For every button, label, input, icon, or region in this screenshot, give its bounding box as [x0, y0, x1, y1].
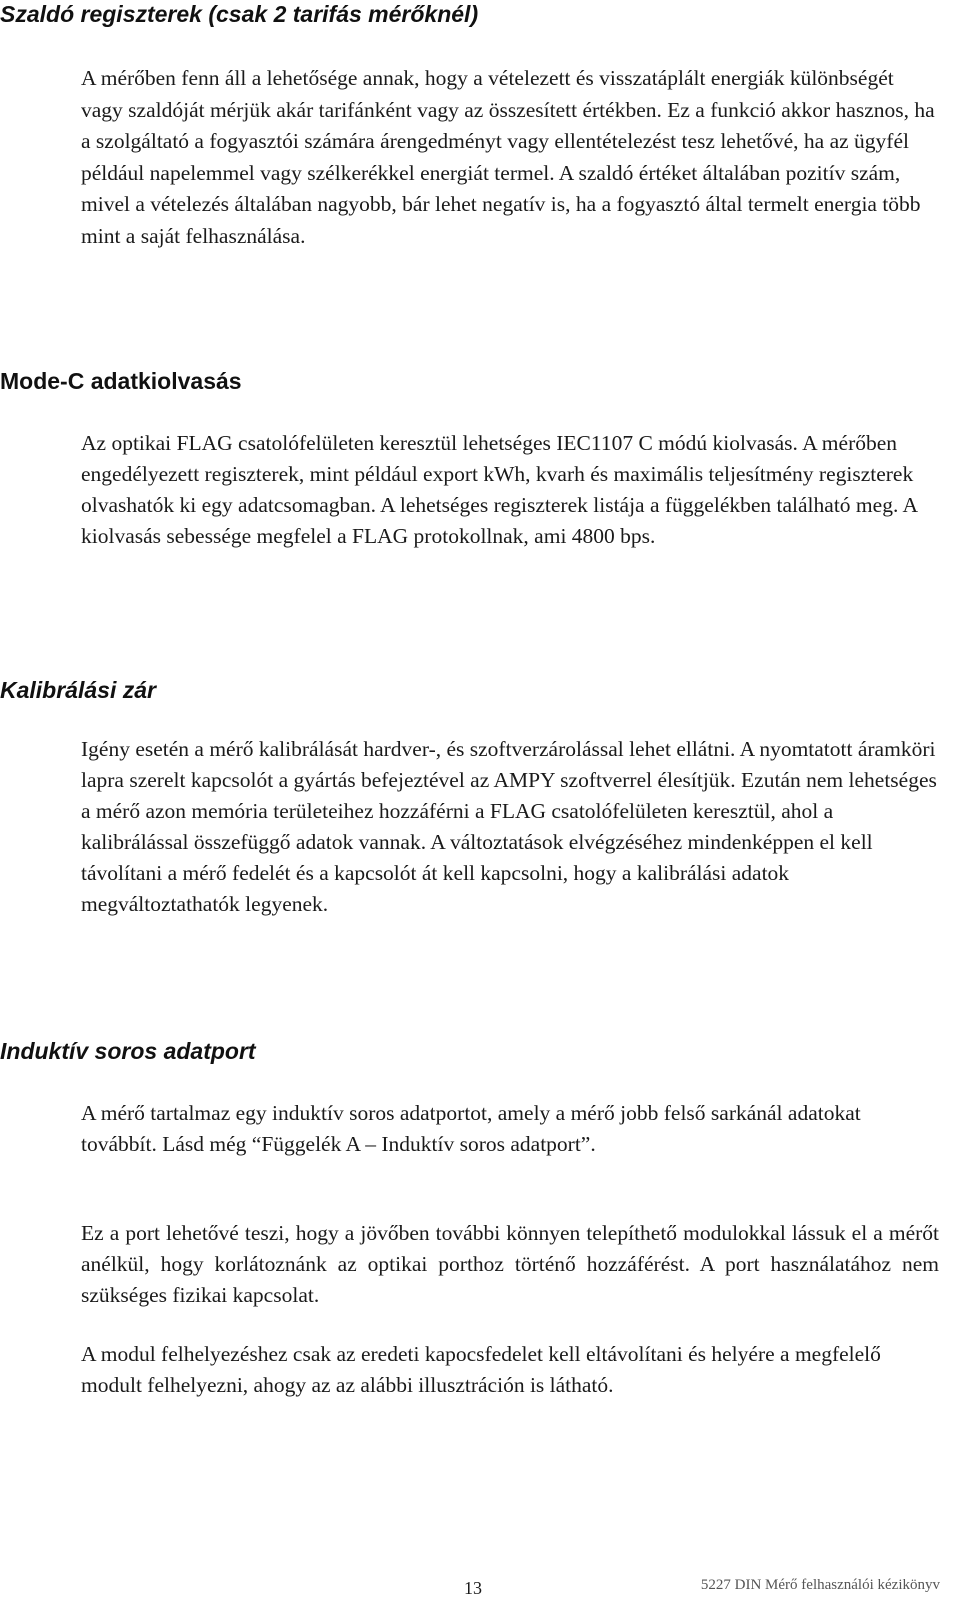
paragraph-induktiv-port-2: Ez a port lehetővé teszi, hogy a jövőben további könnyen telepíthető modulokkal lássuk el a mérőt anélkül, hogy korlátoznánk az optikai porthoz történő hozzáférést. A port használatához nem szükséges fizikai kapcsolat. [81, 1221, 939, 1307]
page-number: 13 [464, 1578, 482, 1598]
paragraph-induktiv-port-1: A mérő tartalmaz egy induktív soros adatportot, amely a mérő jobb felső sarkánál adatokat továbbít. Lásd még “Függelék A – Induktív soros adatport”. [81, 1101, 861, 1156]
paragraph-mode-c: Az optikai FLAG csatolófelületen keresztül lehetséges IEC1107 C módú kiolvasás. A mérőben engedélyezett regiszterek, mint például export kWh, kvarh és maximális teljesítmény regiszterek olvashatók ki egy adatcsomagban. A lehetséges regiszterek listája a függelékben található meg. A kiolvasás sebessége megfelel a FLAG protokollnak, ami 4800 bps. [81, 431, 917, 548]
section-heading-mode-c: Mode-C adatkiolvasás [0, 368, 242, 394]
paragraph-induktiv-port-3: A modul felhelyezéshez csak az eredeti kapocsfedelet kell eltávolítani és helyére a megfelelő modult felhelyezni, ahogy az az alábbi illusztráción is látható. [81, 1342, 881, 1397]
document-title: 5227 DIN Mérő felhasználói kézikönyv [700, 1577, 940, 1593]
section-heading-kalibralasi-zar: Kalibrálási zár [0, 677, 156, 703]
section-heading-szaldo: Szaldó regiszterek (csak 2 tarifás mérőknél) [0, 1, 479, 27]
paragraph-szaldo: A mérőben fenn áll a lehetősége annak, hogy a vételezett és visszatáplált energiák különbségét vagy szaldóját mérjük akár tarifánként vagy az összesített értékben. Ez a funkció akkor hasznos, ha a szolgáltató a fogyasztói számára árengedményt vagy ellentételezést tesz lehetővé, ha az ügyfél például napelemmel vagy szélkerékkel energiát termel. A szaldó értéket általában pozitív szám, mivel a vételezés általában nagyobb, bár lehet negatív is, ha a fogyasztó által termelt energia több mint a saját felhasználása. [81, 66, 935, 248]
paragraph-kalibralasi-zar: Igény esetén a mérő kalibrálását hardver-, és szoftverzárolással lehet ellátni. A nyomtatott áramköri lapra szerelt kapcsolót a gyártás befejeztével az AMPY szoftverrel élesítjük. Ezután nem lehetséges a mérő azon memória területeihez hozzáférni a FLAG csatolófelületen keresztül, ahol a kalibrálással összefüggő adatok vannak. A változtatások elvégzéséhez mindenképpen el kell távolítani a mérő fedelét és a kapcsolót át kell kapcsolni, hogy a kalibrálási adatok megváltoztathatók legyenek. [81, 737, 937, 916]
section-heading-induktiv-port: Induktív soros adatport [0, 1038, 256, 1064]
